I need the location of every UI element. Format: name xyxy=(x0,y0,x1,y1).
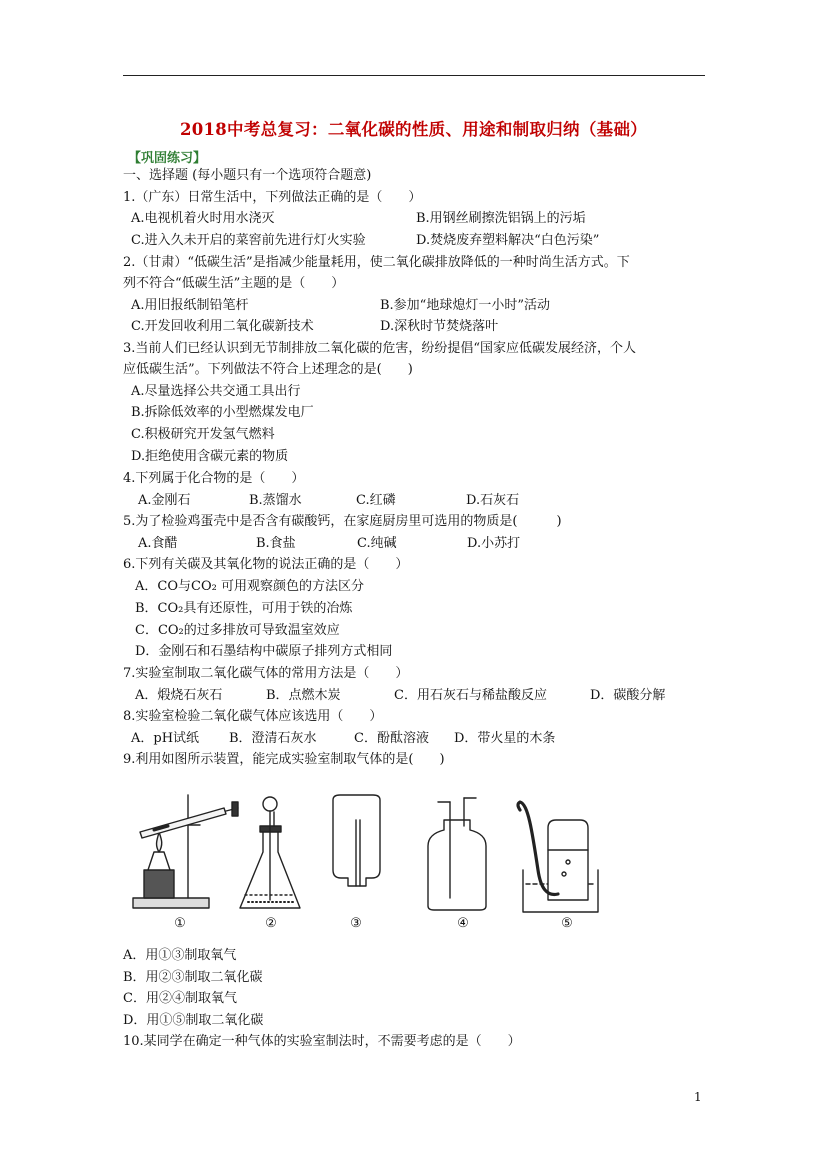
question-3-option-a: A.尽量选择公共交通工具出行 xyxy=(131,384,301,399)
question-1-option-d: D.焚烧废弃塑料解决“白色污染” xyxy=(416,233,600,248)
part-heading: 一、选择题 (每小题只有一个选项符合题意) xyxy=(123,168,372,183)
question-8-option-a: A．pH试纸 xyxy=(131,731,200,746)
question-6-option-a: A．CO与CO₂ 可用观察颜色的方法区分 xyxy=(135,579,364,594)
question-3-option-b: B.拆除低效率的小型燃煤发电厂 xyxy=(131,405,314,420)
question-4-option-a: A.金刚石 xyxy=(138,493,191,508)
question-3-option-c: C.积极研究开发氢气燃料 xyxy=(131,427,275,442)
figure-label-3: ③ xyxy=(350,916,362,931)
question-8-option-c: C．酚酞溶液 xyxy=(354,731,429,746)
question-8-stem: 8.实验室检验二氧化碳气体应该选用（ ） xyxy=(123,709,383,724)
question-4-option-c: C.红磷 xyxy=(356,493,396,508)
question-3-stem-line2: 应低碳生活”。下列做法不符合上述理念的是( ) xyxy=(123,362,413,377)
apparatus-figure xyxy=(128,790,608,940)
question-2-stem-line2: 列不符合“低碳生活”主题的是（ ） xyxy=(123,276,345,291)
question-1-option-c: C.进入久未开启的菜窖前先进行灯火实验 xyxy=(131,233,366,248)
apparatus-5-water-trough xyxy=(518,802,598,912)
apparatus-1-heating-tube xyxy=(133,795,238,908)
question-5-option-b: B.食盐 xyxy=(256,536,296,551)
page-number: 1 xyxy=(694,1090,702,1104)
question-9-option-c: C．用②④制取氧气 xyxy=(123,991,237,1006)
question-7-option-b: B．点燃木炭 xyxy=(266,688,341,703)
figure-label-2: ② xyxy=(265,916,277,931)
section-label: 【巩固练习】 xyxy=(128,151,207,166)
question-4-option-d: D.石灰石 xyxy=(466,493,520,508)
page-title: 2018中考总复习：二氧化碳的性质、用途和制取归纳（基础） xyxy=(179,120,648,139)
question-10-stem: 10.某同学在确定一种气体的实验室制法时，不需要考虑的是（ ） xyxy=(123,1034,521,1049)
apparatus-3-inverted-bottle xyxy=(333,795,380,886)
question-7-option-d: D．碳酸分解 xyxy=(590,688,666,703)
apparatus-4-gas-bottle xyxy=(428,798,486,910)
question-9-option-a: A．用①③制取氧气 xyxy=(123,948,237,963)
question-1-stem: 1.（广东）日常生活中，下列做法正确的是（ ） xyxy=(123,190,422,205)
question-5-stem: 5.为了检验鸡蛋壳中是否含有碳酸钙，在家庭厨房里可选用的物质是( ) xyxy=(123,514,562,529)
header-rule xyxy=(123,75,705,76)
question-5-option-c: C.纯碱 xyxy=(357,536,397,551)
question-7-option-a: A．煅烧石灰石 xyxy=(135,688,223,703)
question-6-option-c: C．CO₂的过多排放可导致温室效应 xyxy=(135,623,340,638)
question-6-option-b: B．CO₂具有还原性，可用于铁的冶炼 xyxy=(135,601,353,616)
question-7-stem: 7.实验室制取二氧化碳气体的常用方法是（ ） xyxy=(123,666,409,681)
figure-label-4: ④ xyxy=(457,916,469,931)
question-3-stem-line1: 3.当前人们已经认识到无节制排放二氧化碳的危害，纷纷提倡“国家应低碳发展经济，个人 xyxy=(123,341,637,356)
question-5-option-d: D.小苏打 xyxy=(467,536,521,551)
question-2-option-c: C.开发回收利用二氧化碳新技术 xyxy=(131,319,314,334)
question-5-option-a: A.食醋 xyxy=(138,536,178,551)
question-9-option-d: D．用①⑤制取二氧化碳 xyxy=(123,1013,264,1028)
question-7-option-c: C．用石灰石与稀盐酸反应 xyxy=(394,688,547,703)
question-9-stem: 9.利用如图所示装置，能完成实验室制取气体的是( ) xyxy=(123,752,445,767)
apparatus-2-conical-flask xyxy=(240,797,300,908)
question-2-option-a: A.用旧报纸制铅笔杆 xyxy=(131,298,249,313)
apparatus-drawing xyxy=(128,790,608,940)
question-2-stem-line1: 2.（甘肃）“低碳生活”是指减少能量耗用，使二氧化碳排放降低的一种时尚生活方式。下 xyxy=(123,255,630,270)
question-1-option-b: B.用钢丝刷擦洗铝锅上的污垢 xyxy=(416,211,586,226)
question-9-option-b: B．用②③制取二氧化碳 xyxy=(123,970,263,985)
question-8-option-b: B．澄清石灰水 xyxy=(229,731,317,746)
question-2-option-b: B.参加“地球熄灯一小时”活动 xyxy=(380,298,550,313)
question-3-option-d: D.拒绝使用含碳元素的物质 xyxy=(131,449,289,464)
question-4-option-b: B.蒸馏水 xyxy=(249,493,302,508)
figure-label-5: ⑤ xyxy=(561,916,573,931)
question-4-stem: 4.下列属于化合物的是（ ） xyxy=(123,471,305,486)
question-1-option-a: A.电视机着火时用水浇灭 xyxy=(131,211,275,226)
question-6-stem: 6.下列有关碳及其氧化物的说法正确的是（ ） xyxy=(123,557,409,572)
question-6-option-d: D．金刚石和石墨结构中碳原子排列方式相同 xyxy=(135,644,393,659)
question-8-option-d: D．带火星的木条 xyxy=(454,731,556,746)
figure-label-1: ① xyxy=(174,916,186,931)
question-2-option-d: D.深秋时节焚烧落叶 xyxy=(380,319,499,334)
